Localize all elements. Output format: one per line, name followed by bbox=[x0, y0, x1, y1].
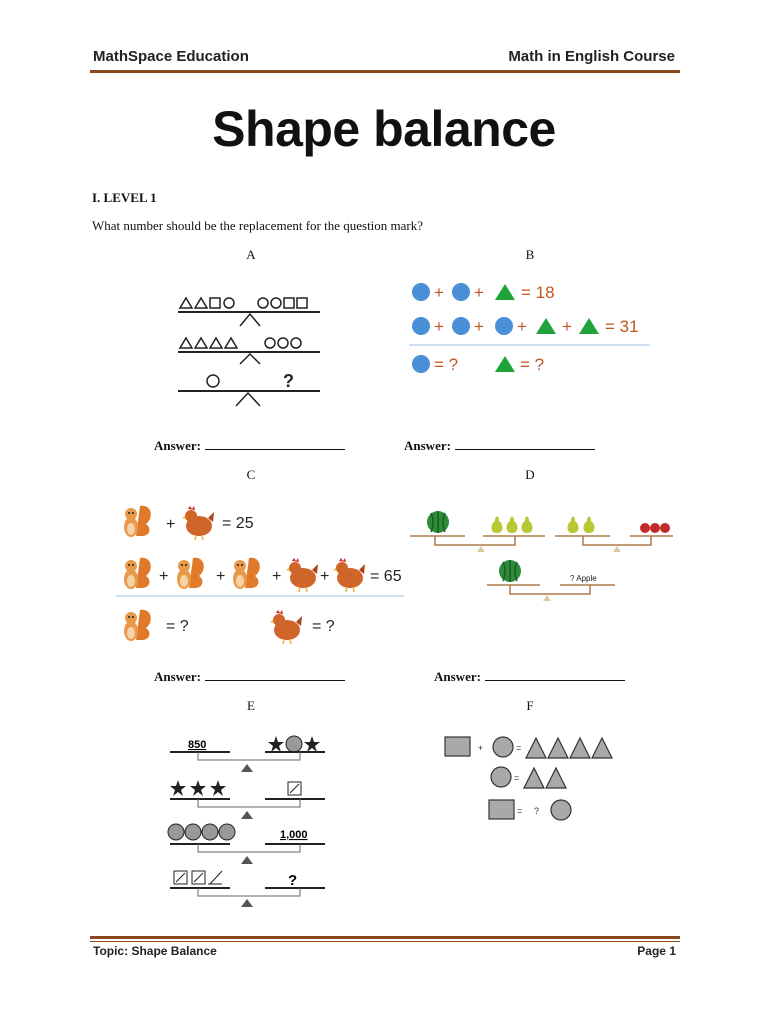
puzzle-f-letter: F bbox=[526, 698, 534, 713]
puzzle-b-q1: = ? bbox=[434, 355, 459, 374]
svg-text:=: = bbox=[514, 773, 520, 783]
puzzle-e-unknown: ? bbox=[288, 872, 298, 889]
puzzle-c-q1: = ? bbox=[166, 618, 189, 635]
puzzle-b-letter: B bbox=[525, 247, 535, 262]
puzzle-c-figure bbox=[112, 498, 412, 648]
header-right: Math in English Course bbox=[508, 48, 675, 65]
header-left: MathSpace Education bbox=[93, 48, 249, 65]
puzzle-b-eq2: = 31 bbox=[605, 317, 639, 336]
puzzle-a-letter: A bbox=[246, 247, 256, 262]
puzzle-e-weight2: 1,000 bbox=[280, 829, 308, 841]
puzzle-c-q2: = ? bbox=[312, 618, 335, 635]
svg-text:+: + bbox=[320, 568, 330, 585]
header-rule bbox=[90, 70, 680, 73]
puzzle-c-eq1: = 25 bbox=[222, 515, 254, 532]
puzzle-d-unknown: ? Apple bbox=[570, 574, 597, 583]
svg-text:=: = bbox=[516, 743, 522, 753]
svg-text:+: + bbox=[159, 568, 169, 585]
puzzle-b-answer[interactable]: Answer: bbox=[404, 438, 595, 454]
puzzle-a-answer[interactable]: Answer: bbox=[154, 438, 345, 454]
puzzle-b-figure bbox=[405, 278, 655, 378]
footer-rule-thin bbox=[90, 941, 680, 942]
puzzle-e-letter: E bbox=[247, 698, 255, 713]
puzzle-e-weight1: 850 bbox=[188, 739, 207, 751]
footer-rule bbox=[90, 936, 680, 939]
svg-text:+: + bbox=[434, 317, 444, 336]
svg-text:+: + bbox=[562, 317, 572, 336]
puzzle-c-letter: C bbox=[246, 467, 256, 482]
page-title: Shape balance bbox=[212, 101, 556, 157]
puzzle-a-figure bbox=[170, 290, 330, 410]
puzzle-f-plus: + bbox=[478, 743, 484, 753]
footer-page-number: Page 1 bbox=[637, 944, 676, 958]
svg-text:+: + bbox=[434, 283, 444, 302]
puzzle-d-figure bbox=[405, 505, 675, 605]
svg-text:+: + bbox=[474, 317, 484, 336]
footer-left: Topic: Shape Balance bbox=[93, 944, 217, 958]
puzzle-b-q2: = ? bbox=[520, 355, 545, 374]
svg-text:+: + bbox=[166, 516, 176, 533]
section-heading: I. LEVEL 1 bbox=[92, 190, 157, 205]
svg-text:+: + bbox=[474, 283, 484, 302]
puzzle-b-eq1: = 18 bbox=[521, 283, 555, 302]
puzzle-a-unknown: ? bbox=[283, 371, 294, 391]
question-text: What number should be the replacement for the question mark? bbox=[92, 218, 424, 233]
svg-text:=: = bbox=[517, 806, 523, 816]
puzzle-f-q: ? bbox=[534, 806, 540, 816]
puzzle-c-eq2: = 65 bbox=[370, 568, 402, 585]
puzzle-e-figure bbox=[160, 728, 335, 913]
puzzle-d-letter: D bbox=[525, 467, 535, 482]
svg-text:+: + bbox=[272, 568, 282, 585]
puzzle-f-figure bbox=[440, 732, 630, 827]
puzzle-d-answer[interactable]: Answer: bbox=[434, 669, 625, 685]
svg-text:+: + bbox=[216, 568, 226, 585]
puzzle-c-answer[interactable]: Answer: bbox=[154, 669, 345, 685]
svg-text:+: + bbox=[517, 317, 527, 336]
